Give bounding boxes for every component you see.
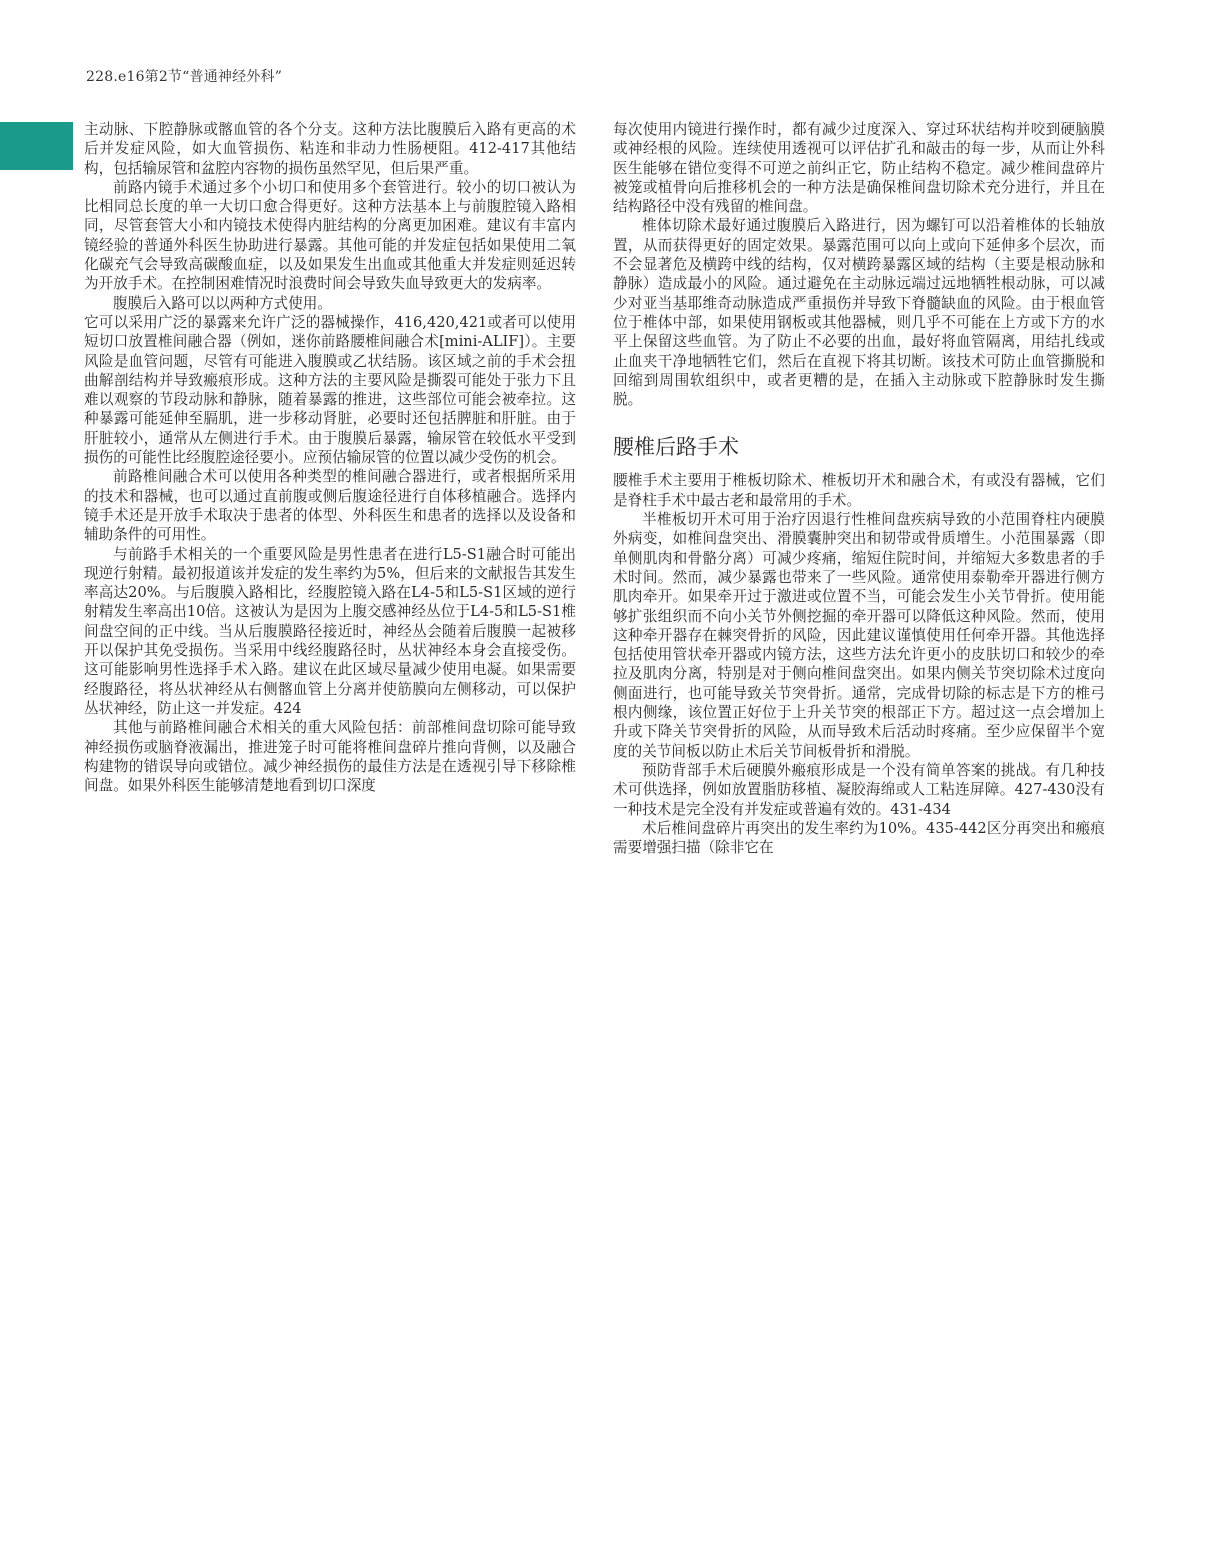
running-header: 228.e16第2节“普通神经外科” [86,69,283,85]
paragraph: 前路内镜手术通过多个小切口和使用多个套管进行。较小的切口被认为比相同总长度的单一大切口愈合得更好。这种方法基本上与前腹腔镜入路相同，尽管套管大小和内镜技术使得内脏结构的分离更加困难。建议有丰富内镜经验的普通外科医生协助进行暴露。其他可能的并发症包括如果使用二氧化碳充气会导致高碳酸血症，以及如果发生出血或其他重大并发症则延迟转为开放手术。在控制困难情况时浪费时间会导致失血导致更大的发病率。 [84,178,576,293]
paragraph: 预防背部手术后硬膜外瘢痕形成是一个没有简单答案的挑战。有几种技术可供选择，例如放置脂肪移植、凝胶海绵或人工粘连屏障。427-430没有一种技术是完全没有并发症或普遍有效的。431-434 [613,761,1105,818]
chapter-tab-marker [0,122,73,170]
paragraph: 前路椎间融合术可以使用各种类型的椎间融合器进行，或者根据所采用的技术和器械，也可以通过直前腹或侧后腹途径进行自体移植融合。选择内镜手术还是开放手术取决于患者的体型、外科医生和患者的选择以及设备和辅助条件的可用性。 [84,468,576,544]
paragraph: 与前路手术相关的一个重要风险是男性患者在进行L5-S1融合时可能出现逆行射精。最初报道该并发症的发生率约为5%，但后来的文献报告其发生率高达20%。与后腹膜入路相比，经腹腔镜入路在L4-5和L5-S1区域的逆行射精发生率高出10倍。这被认为是因为上腹交感神经丛位于L4-5和L5-S1椎间盘空间的正中线。当从后腹膜路径接近时，神经丛会随着后腹膜一起被移开以保护其免受损伤。当采用中线经腹路径时，丛状神经本身会直接受伤。这可能影响男性选择手术入路。建议在此区域尽量减少使用电凝。如果需要经腹路径，将丛状神经从右侧髂血管上分离并使筋膜向左侧移动，可以保护丛状神经，防止这一并发症。424 [84,545,576,717]
paragraph: 腰椎手术主要用于椎板切除术、椎板切开术和融合术，有或没有器械，它们是脊柱手术中最古老和最常用的手术。 [613,472,1105,509]
section-heading: 腰椎后路手术 [613,435,739,460]
paragraph: 主动脉、下腔静脉或髂血管的各个分支。这种方法比腹膜后入路有更高的术后并发症风险，如大血管损伤、粘连和非动力性肠梗阻。412-417其他结构，包括输尿管和盆腔内容物的损伤虽然罕见，但后果严重。 [84,121,576,177]
right-column [613,120,1105,857]
paragraph: 术后椎间盘碎片再突出的发生率约为10%。435-442区分再突出和瘢痕需要增强扫描（除非它在 [613,819,1105,857]
paragraph: 每次使用内镜进行操作时，都有减少过度深入、穿过环状结构并咬到硬脑膜或神经根的风险。连续使用透视可以评估扩孔和敲击的每一步，从而让外科医生能够在错位变得不可逆之前纠正它，防止结构不稳定。减少椎间盘碎片被笼或植骨向后推移机会的一种方法是确保椎间盘切除术充分进行，并且在结构路径中没有残留的椎间盘。 [613,121,1105,216]
paragraph: 它可以采用广泛的暴露来允许广泛的器械操作，416,420,421或者可以使用短切口放置椎间融合器（例如，迷你前路腰椎间融合术[mini-ALIF]）。主要风险是血管问题，尽管有可能进入腹膜或乙状结肠。该区域之前的手术会扭曲解剖结构并导致瘢痕形成。这种方法的主要风险是撕裂可能处于张力下且难以观察的节段动脉和静脉，随着暴露的推进，这些部位可能会被牵拉。这种暴露可能延伸至膈肌，进一步移动肾脏，必要时还包括脾脏和肝脏。由于肝脏较小，通常从左侧进行手术。由于腹膜后暴露，输尿管在较低水平受到损伤的可能性比经腹腔途径要小。应预估输尿管的位置以减少受伤的机会。 [84,313,576,467]
paragraph: 其他与前路椎间融合术相关的重大风险包括：前部椎间盘切除可能导致神经损伤或脑脊液漏出，推进笼子时可能将椎间盘碎片推向背侧，以及融合构建物的错误导向或错位。减少神经损伤的最佳方法是在透视引导下移除椎间盘。如果外科医生能够清楚地看到切口深度 [84,719,576,795]
paragraph: 半椎板切开术可用于治疗因退行性椎间盘疾病导致的小范围脊柱内硬膜外病变，如椎间盘突出、滑膜囊肿突出和韧带或骨质增生。小范围暴露（即单侧肌肉和骨骼分离）可减少疼痛，缩短住院时间，并缩短大多数患者的手术时间。然而，减少暴露也带来了一些风险。通常使用泰勒牵开器进行侧方肌肉牵开。如果牵开过于激进或位置不当，可能会发生小关节骨折。使用能够扩张组织而不向小关节外侧挖掘的牵开器可以降低这种风险。然而，使用这种牵开器存在棘突骨折的风险，因此建议谨慎使用任何牵开器。其他选择包括使用管状牵开器或内镜方法，这些方法允许更小的皮肤切口和较少的牵拉及肌肉分离，特别是对于侧向椎间盘突出。如果内侧关节突切除术过度向侧面进行，也可能导致关节突骨折。通常，完成骨切除的标志是下方的椎弓根内侧缘，该位置正好位于上升关节突的根部正下方。超过这一点会增加上升或下降关节突骨折的风险，从而导致术后活动时疼痛。至少应保留半个宽度的关节间板以防止术后关节间板骨折和滑脱。 [613,511,1105,760]
paragraph: 椎体切除术最好通过腹膜后入路进行，因为螺钉可以沿着椎体的长轴放置，从而获得更好的固定效果。暴露范围可以向上或向下延伸多个层次，而不会显著危及横跨中线的结构，仅对横跨暴露区域的结构（主要是根动脉和静脉）造成最小的风险。通过避免在主动脉远端过远地牺牲根动脉，可以减少对亚当基耶维奇动脉造成严重损伤并导致下脊髓缺血的风险。由于根血管位于椎体中部，如果使用钢板或其他器械，则几乎不可能在上方或下方的水平上保留这些血管。为了防止不必要的出血，最好将血管隔离，用结扎线或止血夹干净地牺牲它们，然后在直视下将其切断。该技术可防止血管撕脱和回缩到周围软组织中，或者更糟的是，在插入主动脉或下腔静脉时发生撕脱。 [613,217,1105,409]
paragraph: 腹膜后入路可以以两种方式使用。 [113,294,332,312]
left-column [84,120,576,795]
